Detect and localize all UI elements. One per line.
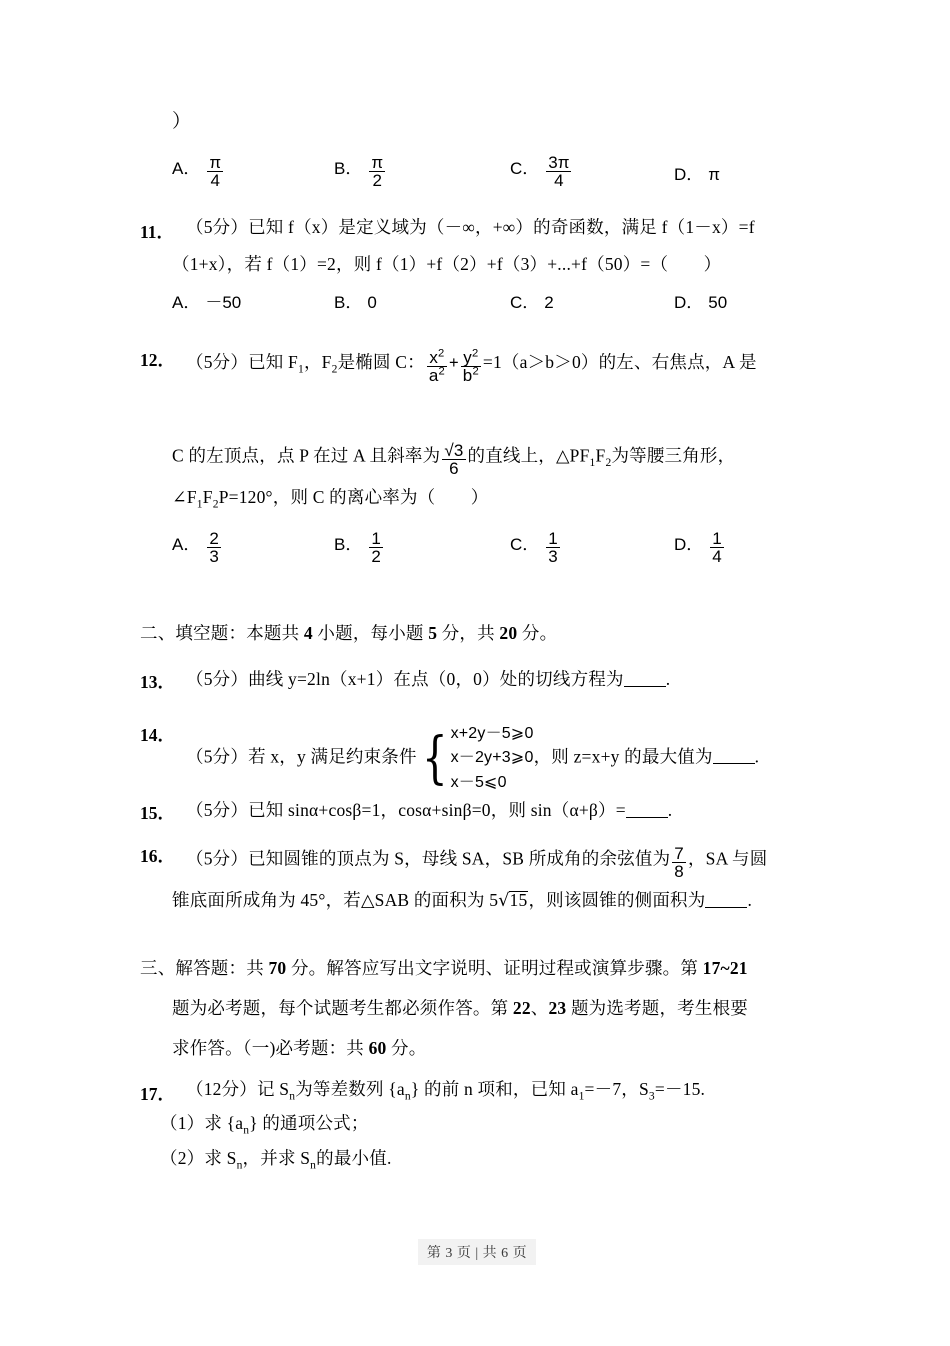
q17-subquestion-2: （2）求 $S_n$，并求 $S_n$的最小值.: [160, 1148, 392, 1172]
q10-option-c-fraction: $\frac{3\pi}{4}$: [548, 152, 570, 191]
q17-score: （12分）: [186, 1079, 257, 1099]
q12-ellipse-x-term: [427, 349, 447, 385]
q12-line1-pre: 已知 F: [248, 351, 298, 372]
q15-answer-blank[interactable]: [626, 800, 668, 818]
q12-line2-mid: 的直线上，△PF: [467, 445, 590, 466]
q11-line1-text: 已知 f（x）是定义域为（－∞，+∞）的奇函数，满足 f（1－x）=f: [248, 217, 755, 237]
q12-line2-post: 为等腰三角形，: [611, 445, 736, 466]
q14-body-post: ，则 z=x+y 的最大值为: [533, 746, 713, 767]
q10-close-paren: ）: [172, 111, 192, 132]
q16-line2-post: ，则该圆锥的侧面积为: [528, 889, 706, 910]
q15-body: 已知 sinα+cosβ=1，cosα+sinβ=0，则 sin（α+β）=: [248, 799, 626, 820]
q16-line2-pre: 锥底面所成角为 45°，若△SAB 的面积为 5: [172, 889, 499, 910]
q12-score: （5分）: [186, 351, 249, 372]
q11-options: [172, 288, 872, 334]
q13-answer-blank[interactable]: [624, 669, 666, 687]
q11-line-2: [172, 256, 721, 274]
section3-heading-line3: 求作答。（一)必考题：共 60 分。: [172, 1038, 427, 1058]
q16-cosine-fraction: $\frac{7}{8}$: [674, 843, 684, 882]
q12-line3-pre: ∠F: [172, 487, 197, 507]
q12-x-numerator: $x^2$: [429, 347, 445, 367]
q10-option-a[interactable]: [172, 152, 225, 191]
q12-option-d-label: D．: [674, 535, 704, 555]
q12-option-a-fraction: $\frac{2}{3}$: [209, 528, 219, 567]
section3-heading-prefix: 三、解答题：: [140, 958, 247, 978]
q14-body-pre: 若 x，y 满足约束条件: [248, 746, 417, 767]
page-footer: [418, 1239, 536, 1265]
section2-heading: 二、填空题：本题共 4 小题，每小题 5 分，共 20 分。: [140, 623, 558, 643]
q14-number: 14．: [140, 725, 175, 745]
q11-option-b[interactable]: [334, 288, 377, 313]
q14-text: （5分）若 x，y 满足约束条件{ x+2y－5⩾0 x－2y+3⩾0 x－5⩽0 ，则 z=x+y 的最大值为 .: [186, 722, 759, 795]
q16-line-2: 锥底面所成角为 45°，若△SAB 的面积为 5√15，则该圆锥的侧面积为 .: [172, 889, 753, 911]
q17-line-1: （12分）记 $S_n$为等差数列 $\{a_n\}$ 的前 n 项和，已知 $a_1=-7$，$S_3=-15$.: [186, 1079, 706, 1103]
q12-x-denominator: $a^2$: [428, 365, 445, 386]
q14-constraint-rows: [451, 722, 534, 795]
q16-number: 16．: [140, 846, 175, 866]
q14-constraint-3: x－5⩽0: [450, 773, 507, 791]
q12-option-d[interactable]: [674, 528, 726, 567]
q14-constraint-1: x+2y－5⩾0: [450, 725, 534, 742]
q13-body: 曲线 y=2ln（x+1）在点（0，0）处的切线方程为: [248, 668, 624, 689]
q12-f2-sub: 2: [331, 363, 338, 376]
q11-option-b-value: 0: [367, 293, 377, 312]
q11-option-d[interactable]: [674, 288, 727, 313]
q12-line-3: $\angle F_1F_2P=120^\circ$，则 C 的离心率为（ ）: [172, 487, 489, 511]
q12-y-denominator: $b^2$: [462, 365, 479, 386]
q11-option-a[interactable]: [172, 288, 241, 313]
q12-option-a[interactable]: [172, 528, 223, 567]
q12-line3-post: P=120°，则 C 的离心率为（ ）: [218, 487, 489, 507]
q10-option-d-value: π: [708, 165, 721, 184]
q10-option-b[interactable]: [334, 152, 387, 191]
q12-option-c-label: C．: [510, 535, 540, 555]
q14-answer-blank[interactable]: [713, 747, 755, 765]
q12-ellipse-y-term: [461, 349, 481, 385]
q12-line-2: C 的左顶点，点 P 在过 A 且斜率为 $\frac{√3}{6}$ 的直线上，$\triangle PF_1F_2$为等腰三角形，: [172, 440, 736, 479]
q10-option-a-fraction: $\frac{\pi}{4}$: [209, 152, 222, 191]
q15-number: 15．: [140, 803, 175, 823]
q12-option-b-fraction: $\frac{1}{2}$: [371, 528, 381, 567]
q13-text: （5分）曲线 y=2ln（x+1）在点（0，0）处的切线方程为 .: [186, 668, 671, 689]
q16-line1-pre: 已知圆锥的顶点为 S，母线 SA，SB 所成角的余弦值为: [248, 848, 671, 869]
q11-line-1: [186, 219, 755, 237]
q14-constraint-system: [417, 722, 534, 795]
q12-option-a-label: A．: [172, 535, 201, 555]
q12-line1-mid: ，F: [303, 351, 332, 372]
q12-option-c[interactable]: [510, 528, 562, 567]
q16-radical-15: √15: [498, 889, 528, 911]
q11-option-a-label: A．: [172, 293, 201, 312]
section3-heading-line1: 三、解答题：共 70 分。解答应写出文字说明、证明过程或演算步骤。第 17~21: [140, 958, 748, 978]
q12-option-b[interactable]: [334, 528, 385, 567]
q11-option-b-label: B．: [334, 293, 363, 312]
q12-plus-sign: +: [448, 353, 459, 372]
q10-option-d-label: D．: [674, 165, 704, 184]
q11-option-c[interactable]: [510, 288, 554, 313]
q16-line-1: [186, 843, 768, 882]
left-brace-icon: {: [421, 725, 448, 791]
q14-constraint-2: x－2y+3⩾0: [450, 749, 534, 767]
q10-option-d[interactable]: [674, 160, 720, 185]
q14-score: （5分）: [186, 746, 249, 767]
q16-line1-post: ，SA 与圆: [687, 848, 768, 869]
q12-slope-fraction: $\frac{√3}{6}$: [444, 440, 464, 479]
section2-heading-prefix: 二、填空题：: [140, 623, 247, 643]
q12-line2-pre: C 的左顶点，点 P 在过 A 且斜率为: [172, 445, 441, 466]
q11-option-a-value: －50: [205, 293, 242, 312]
q11-option-d-value: 50: [708, 293, 728, 312]
q11-line2-text: （1+x），若 f（1）=2，则 f（1）+f（2）+f（3）+...+f（50）=（ ）: [172, 254, 722, 274]
q17-subquestion-1: （1）求 $\{a_n\}$ 的通项公式；: [160, 1113, 369, 1137]
q10-option-c-label: C．: [510, 159, 540, 179]
q11-option-c-value: 2: [544, 293, 554, 312]
q16-score: （5分）: [186, 848, 249, 869]
q12-eq-tail: =1（a＞b＞0）的左、右焦点，A 是: [482, 351, 757, 372]
q17-number: 17．: [140, 1084, 175, 1104]
q12-line-1: [186, 347, 757, 386]
q10-options: [172, 152, 872, 198]
q13-number: 13．: [140, 672, 175, 692]
q12-options: [172, 528, 872, 574]
q12-line1-post: 是椭圆 C：: [337, 351, 425, 372]
q11-option-c-label: C．: [510, 293, 540, 312]
q12-option-b-label: B．: [334, 535, 363, 555]
q11-option-d-label: D．: [674, 293, 704, 312]
q13-score: （5分）: [186, 668, 249, 689]
q15-score: （5分）: [186, 799, 249, 820]
q10-option-c[interactable]: [510, 152, 573, 191]
q10-option-b-label: B．: [334, 159, 363, 179]
q15-text: （5分）已知 sinα+cosβ=1，cosα+sinβ=0，则 sin（α+β）= .: [186, 799, 673, 820]
q12-number: 12．: [140, 350, 175, 370]
q16-answer-blank[interactable]: [705, 890, 747, 908]
page-indicator: 第 3 页 | 共 6 页: [426, 1246, 528, 1261]
q12-option-c-fraction: $\frac{1}{3}$: [548, 528, 558, 567]
q12-y-numerator: $y^2$: [463, 347, 479, 367]
section3-heading-line2: 题为必考题，每个试题考生都必须作答。第 22、23 题为选考题，考生根要: [172, 998, 748, 1018]
q11-number: 11．: [140, 222, 175, 242]
q12-f1-sub: 1: [297, 363, 304, 376]
q11-score: （5分）: [186, 217, 249, 237]
q12-option-d-fraction: $\frac{1}{4}$: [712, 528, 722, 567]
q10-option-b-fraction: $\frac{\pi}{2}$: [371, 152, 384, 191]
q10-option-a-label: A．: [172, 159, 201, 179]
